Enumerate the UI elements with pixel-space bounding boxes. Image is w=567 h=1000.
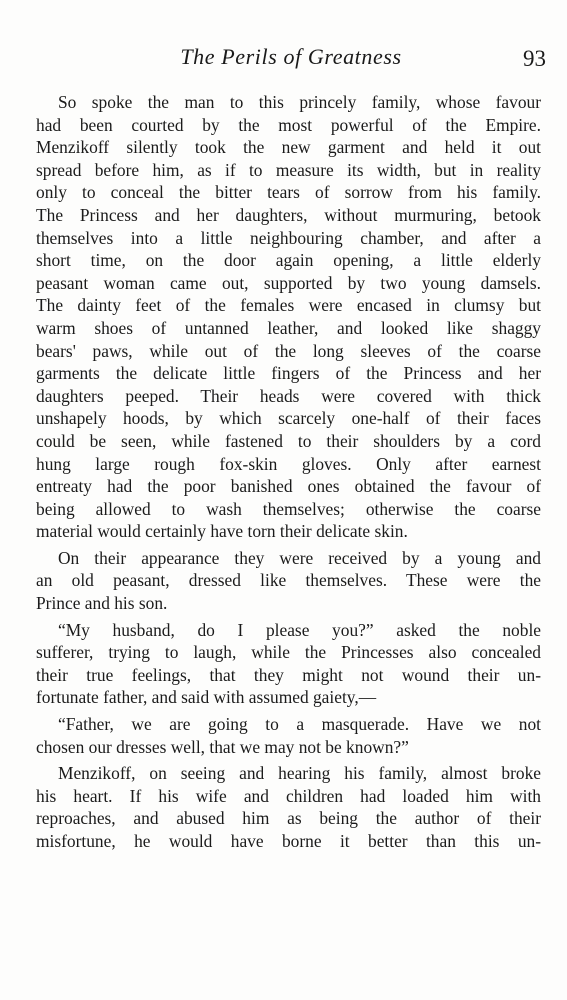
text-line: “Father, we are going to a masquerade. Have we not	[58, 714, 541, 735]
text-line: peasant woman came out, supported by two young damsels.	[36, 272, 541, 293]
text-line: misfortune, he would have borne it better than this un-	[36, 831, 541, 851]
paragraph-5	[36, 762, 541, 852]
text-line: warm shoes of untanned leather, and looked like shaggy	[36, 317, 541, 338]
text-line: themselves into a little neighbouring chamber, and after a	[36, 227, 541, 248]
text-line: their true feelings, that they might not wound their un-	[36, 664, 541, 685]
text-line: sufferer, trying to laugh, while the Princesses also concealed	[36, 642, 541, 663]
text-line: entreaty had the poor banished ones obtained the favour of	[36, 476, 541, 497]
text-line: could be seen, while fastened to their shoulders by a cord	[36, 430, 541, 451]
text-line: hung large rough fox-skin gloves. Only after earnest	[36, 453, 541, 474]
text-line: Menzikoff, on seeing and hearing his family, almost broke	[58, 763, 541, 784]
paragraph-4	[36, 713, 541, 758]
text-line: spread before him, as if to measure its width, but in reality	[36, 159, 541, 180]
page-number: 93	[523, 46, 546, 71]
running-head	[36, 44, 546, 74]
text-line: “My husband, do I please you?” asked the noble	[58, 619, 541, 640]
text-line: being allowed to wash themselves; otherwise the coarse	[36, 498, 541, 519]
text-line: The dainty feet of the females were encased in clumsy but	[36, 295, 541, 316]
paragraph-2	[36, 547, 541, 615]
text-line: Menzikoff silently took the new garment and held it out	[36, 137, 541, 158]
text-line: short time, on the door again opening, a little elderly	[36, 250, 541, 271]
text-line: daughters peeped. Their heads were covered with thick	[36, 385, 541, 406]
text-line: fortunate father, and said with assumed gaiety,—	[36, 687, 377, 708]
body-text	[36, 91, 541, 853]
text-line: On their appearance they were received by a young and	[58, 547, 541, 568]
text-line: material would certainly have torn their delicate skin.	[36, 521, 408, 542]
paragraph-3	[36, 619, 541, 709]
text-line: had been courted by the most powerful of the Empire.	[36, 114, 541, 135]
text-line: Prince and his son.	[36, 593, 168, 614]
text-line: unshapely hoods, by which scarcely one-half of their faces	[36, 408, 541, 429]
text-line: an old peasant, dressed like themselves. These were the	[36, 570, 541, 591]
text-line: his heart. If his wife and children had loaded him with	[36, 785, 541, 806]
text-line: The Princess and her daughters, without murmuring, betook	[36, 204, 541, 225]
running-title: The Perils of Greatness	[180, 44, 402, 69]
text-line: garments the delicate little fingers of the Princess and her	[36, 363, 541, 384]
text-line: only to conceal the bitter tears of sorrow from his family.	[36, 182, 541, 203]
text-line: reproaches, and abused him as being the author of their	[36, 808, 541, 829]
text-line: chosen our dresses well, that we may not be known?”	[36, 736, 409, 757]
text-line: So spoke the man to this princely family, whose favour	[58, 92, 541, 112]
paragraph-1	[36, 91, 541, 543]
text-line: bears' paws, while out of the long sleeves of the coarse	[36, 340, 541, 361]
